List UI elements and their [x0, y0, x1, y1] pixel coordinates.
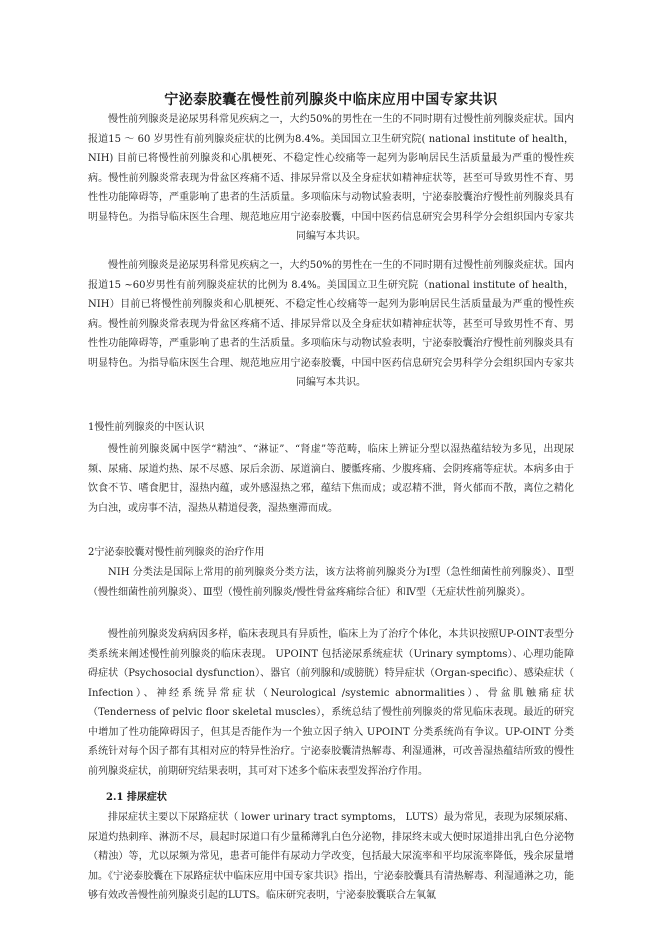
document-title: 宁泌泰胶囊在慢性前列腺炎中临床应用中国专家共识 [164, 92, 498, 108]
section-2-paragraph-1: NIH 分类法是国际上常用的前列腺炎分类方法，该方法将前列腺炎分为Ⅰ型（急性细菌性前列腺炎）、Ⅱ型（慢性细菌性前列腺炎）、Ⅲ型（慢性前列腺炎/慢性骨盆疼痛综合征）和Ⅳ型（无症状性前列腺炎）。 [88, 567, 574, 598]
section-1-heading: 1慢性前列腺炎的中医认识 [88, 422, 205, 433]
intro-paragraph-2: 慢性前列腺炎是泌尿男科常见疾病之一，大约50%的男性在一生的不同时期有过慢性前列腺炎症状。国内报道15 ~60岁男性有前列腺炎症状的比例为 8.4%。美国国立卫生研究院（national institute of health，NIH）目前已将慢性前列腺炎和心肌梗死、不稳定性心绞痛等一起列为影响居民生活质量最为严重的慢性疾病。慢性前列腺炎常表现为骨盆区疼痛不适、排尿异常以及全身症状如精神症状等，甚至可导致男性不育、男性性功能障碍等，严重影响了患者的生活质量。多项临床与动物试验表明，宁泌泰胶囊治疗慢性前列腺炎具有明显特色。为指导临床医生合理、规范地应用宁泌泰胶囊，中国中医药信息研究会男科学分会组织国内专家共同编写本共识。 [88, 260, 574, 388]
section-1-body: 慢性前列腺炎属中医学“精浊”、“淋证”、“肾虚”等范畴，临床上辨证分型以湿热蕴结较为多见，出现尿频、尿痛、尿道灼热、尿不尽感、尿后余沥、尿道滴白、腰骶疼痛、少腹疼痛、会阴疼痛等症状。本病多由于饮食不节、嗜食肥甘，湿热内蕴，或外感湿热之邪，蕴结下焦而成；或忍精不泄，肾火郁而不散，离位之精化为白浊，或房事不洁，湿热从精道侵袭，湿热壅滞而成。 [88, 444, 574, 514]
section-2-heading: 2宁泌泰胶囊对慢性前列腺炎的治疗作用 [88, 547, 265, 558]
section-2-paragraph-2: 慢性前列腺炎发病病因多样，临床表现具有异质性，临床上为了治疗个体化，本共识按照UP-OINT表型分类系统来阐述慢性前列腺炎的临床表现。 UPOINT 包括泌尿系统症状（Urinary symptoms）、心理功能障碍症状（Psychosocial dysfunction）、器官（前列腺和/或膀胱）特异症状（Organ-specific）、感染症状（ Infection）、神经系统异常症状（Neurological /systemic abnormalities）、骨盆肌触痛症状（Tenderness of pelvic floor skeletal muscles），系统总结了慢性前列腺炎的常见临床表现。最近的研究中增加了性功能障碍因子，但其是否能作为一个独立因子纳入 UPOINT 分类系统尚有争议。UP-OINT 分类系统针对每个因子都有其相对应的特异性治疗。宁泌泰胶囊清热解毒、利湿通淋，可改善湿热蕴结所致的慢性前列腺炎症状，前期研究结果表明，其可对下述多个临床表型发挥治疗作用。 [88, 629, 574, 777]
intro-paragraph-1: 慢性前列腺炎是泌尿男科常见疾病之一，大约50%的男性在一生的不同时期有过慢性前列腺炎症状。国内报道15 ～ 60 岁男性有前列腺炎症状的比例为8.4%。美国国立卫生研究院( national institute of health，NIH) 目前已将慢性前列腺炎和心肌梗死、不稳定性心绞痛等一起列为影响居民生活质量最为严重的慢性疾病。慢性前列腺炎常表现为骨盆区疼痛不适、排尿异常以及全身症状如精神症状等，甚至可导致男性不育、男性性功能障碍等，严重影响了患者的生活质量。多项临床与动物试验表明，宁泌泰胶囊治疗慢性前列腺炎具有明显特色。为指导临床医生合理、规范地应用宁泌泰胶囊，中国中医药信息研究会男科学分会组织国内专家共同编写本共识。 [88, 114, 574, 242]
subsection-2-1-heading: 2.1 排尿症状 [106, 792, 167, 803]
subsection-2-1-body: 排尿症状主要以下尿路症状（ lower urinary tract symptoms， LUTS）最为常见，表现为尿频尿痛、尿道灼热刺痒、淋沥不尽，晨起时尿道口有少量稀薄乳白色分泌物，排尿终末或大便时尿道排出乳白色分泌物（精浊）等，尤以尿频为常见，患者可能伴有尿动力学改变，包括最大尿流率和平均尿流率降低，残余尿量增加。《宁泌泰胶囊在下尿路症状中临床应用中国专家共识》指出，宁泌泰胶囊具有清热解毒、利湿通淋之功，能够有效改善慢性前列腺炎引起的LUTS。临床研究表明，宁泌泰胶囊联合左氧氟 [88, 812, 574, 901]
